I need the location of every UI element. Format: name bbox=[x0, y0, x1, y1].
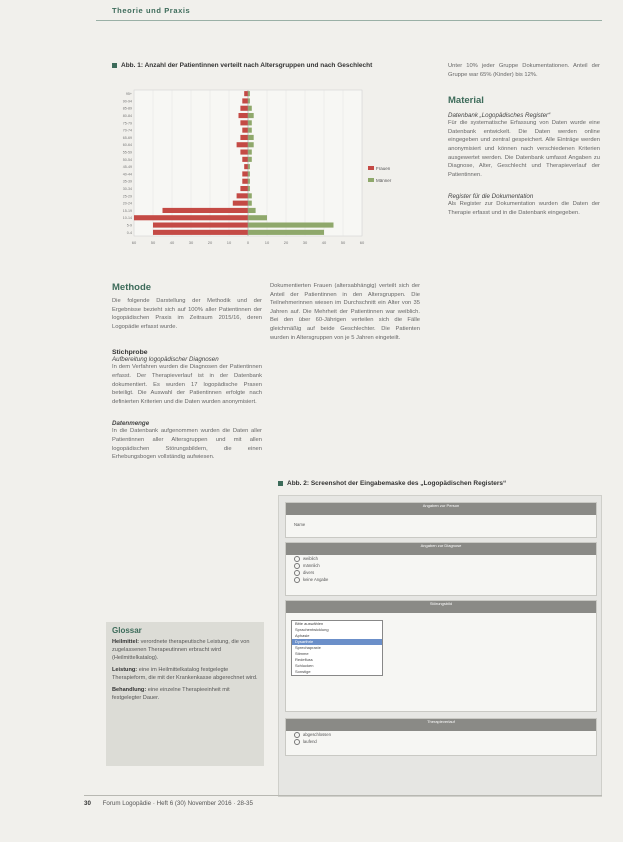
radio-option[interactable]: weiblich bbox=[286, 555, 596, 562]
bar-frauen bbox=[242, 171, 248, 176]
x-tick-label: 60 bbox=[131, 240, 137, 245]
y-tick-label: 10-14 bbox=[122, 216, 132, 221]
y-tick-label: 25-29 bbox=[122, 194, 132, 199]
material-subtitle: Datenbank „Logopädisches Register“ bbox=[448, 112, 551, 120]
bar-frauen bbox=[153, 230, 248, 235]
y-tick-label: 30-34 bbox=[122, 187, 132, 192]
x-tick-label: 30 bbox=[188, 240, 194, 245]
glossar-item: Behandlung: eine einzelne Therapieeinheit mit festgelegter Dauer. bbox=[112, 687, 230, 701]
x-tick-label: 10 bbox=[226, 240, 232, 245]
y-tick-label: 75-79 bbox=[122, 121, 132, 126]
square-bullet-icon bbox=[112, 63, 117, 68]
figure2-caption-text: Abb. 2: Screenshot der Eingabemaske des „Logopädischen Registers“ bbox=[287, 480, 507, 487]
radio-option[interactable]: divers bbox=[286, 569, 596, 576]
radio-icon bbox=[294, 732, 300, 738]
radio-icon bbox=[294, 577, 300, 583]
x-tick-label: 40 bbox=[169, 240, 175, 245]
x-tick-label: 20 bbox=[283, 240, 289, 245]
age-gender-chart bbox=[112, 86, 412, 256]
bar-frauen bbox=[240, 120, 248, 125]
y-tick-label: 90-94 bbox=[122, 99, 132, 104]
bar-männer bbox=[248, 91, 250, 96]
panel-header: Angaben zur Person bbox=[286, 503, 596, 515]
bar-männer bbox=[248, 164, 250, 169]
x-tick-label: 20 bbox=[207, 240, 213, 245]
bar-männer bbox=[248, 113, 254, 118]
radio-option[interactable]: männlich bbox=[286, 562, 596, 569]
y-tick-label: 45-49 bbox=[122, 165, 132, 170]
register-text: Als Register zur Dokumentation wurden die Daten der Therapie erfasst und in die Datenbank eingegeben. bbox=[448, 201, 600, 216]
radio-option[interactable]: keine Angabe bbox=[286, 576, 596, 583]
y-tick-label: 65-69 bbox=[122, 135, 132, 140]
panel-header: Störungsbild bbox=[286, 601, 596, 613]
x-tick-label: 50 bbox=[150, 240, 156, 245]
radio-icon bbox=[294, 563, 300, 569]
figure2-caption bbox=[278, 480, 506, 487]
radio-icon bbox=[294, 556, 300, 562]
dropdown-item[interactable]: Sprachentwicklung bbox=[295, 627, 329, 632]
material-text: Für die systematische Erfassung von Daten wurde eine Datenbank entwickelt. Die Daten werden online eingegeben und zentral gespeichert. Alle Einträge werden anonymisiert und können nach verschiedenen Kriterien ausgewertet werden. Die Datenbank umfasst Angaben zu Diagnose, Alter, Geschlecht und Therapieverlauf der Patientinnen. bbox=[448, 120, 600, 178]
legend-swatch bbox=[368, 178, 374, 182]
dropdown-item[interactable]: Bitte auswählen bbox=[295, 621, 324, 626]
header-title: Theorie und Praxis bbox=[112, 6, 191, 15]
name-field-label: Name bbox=[294, 522, 306, 527]
legend-label: Frauen bbox=[376, 166, 391, 171]
results-column bbox=[270, 282, 420, 342]
bar-männer bbox=[248, 171, 250, 176]
bar-frauen bbox=[240, 106, 248, 111]
stoerungsbild-dropdown[interactable] bbox=[291, 620, 383, 676]
y-tick-label: 0-4 bbox=[126, 230, 132, 235]
bar-frauen bbox=[237, 142, 248, 147]
bar-frauen bbox=[163, 208, 249, 213]
panel-header: Therapieverlauf bbox=[286, 719, 596, 731]
footer-text: Forum Logopädie · Heft 6 (30) November 2016 · 28-35 bbox=[102, 800, 253, 807]
bar-frauen bbox=[244, 164, 248, 169]
dropdown-item[interactable]: Schlucken bbox=[295, 663, 314, 668]
dropdown-item[interactable]: Sprechapraxie bbox=[295, 645, 321, 650]
figure1-caption-text: Abb. 1: Anzahl der Patientinnen verteilt nach Altersgruppen und nach Geschlecht bbox=[121, 62, 373, 69]
radio-option[interactable]: abgeschlossen bbox=[286, 731, 596, 738]
bar-männer bbox=[248, 157, 252, 162]
y-tick-label: 40-44 bbox=[122, 172, 132, 177]
figure1-caption bbox=[112, 62, 372, 69]
panel-therapie bbox=[285, 718, 597, 756]
footer bbox=[84, 800, 253, 807]
bar-männer bbox=[248, 120, 252, 125]
header-divider bbox=[96, 20, 602, 21]
bar-männer bbox=[248, 98, 250, 103]
y-tick-label: 85-89 bbox=[122, 106, 132, 111]
y-tick-label: 80-84 bbox=[122, 114, 132, 119]
y-tick-label: 55-59 bbox=[122, 150, 132, 155]
dropdown-item[interactable]: Stimme bbox=[295, 651, 309, 656]
bar-männer bbox=[248, 201, 252, 206]
panel-diagnose bbox=[285, 542, 597, 596]
bar-frauen bbox=[242, 98, 248, 103]
bar-frauen bbox=[239, 113, 249, 118]
bar-männer bbox=[248, 222, 334, 227]
legend-swatch bbox=[368, 166, 374, 170]
intro-text: Unter 10% jeder Gruppe Dokumentationen. Anteil der Gruppe war 65% (Kinder) bis 12%. bbox=[448, 63, 600, 78]
results-text: Dokumentierten Frauen (altersabhängig) verteilt sich der Anteil der Patientinnen in den Altersgruppen. Die Teilnehmerinnen wiesen im Durchschnitt ein Alter von 35 Jahren auf. Die Mehrheit der Patientinnen war weiblich. Bei den über 60-Jährigen verteilen sich die Fälle gleichmäßig auf beide Geschlechter. Die Patienten wurden in Altersgruppen von je 5 Jahren eingeteilt. bbox=[270, 283, 420, 341]
bar-männer bbox=[248, 215, 267, 220]
x-tick-label: 50 bbox=[340, 240, 346, 245]
dropdown-item[interactable]: Sonstige bbox=[295, 669, 311, 674]
stichprobe-subtitle: Aufbereitung logopädischer Diagnosen bbox=[112, 356, 219, 364]
dropdown-item[interactable]: Redefluss bbox=[295, 657, 313, 662]
y-tick-label: 60-64 bbox=[122, 143, 132, 148]
register-subtitle: Register für die Dokumentation bbox=[448, 193, 534, 201]
y-tick-label: 5-9 bbox=[126, 223, 132, 228]
material-column bbox=[448, 62, 600, 218]
material-title: Material bbox=[448, 95, 484, 107]
panel-person bbox=[285, 502, 597, 538]
methode-section bbox=[112, 282, 262, 462]
radio-option[interactable]: laufend bbox=[286, 738, 596, 745]
x-tick-label: 10 bbox=[264, 240, 270, 245]
x-tick-label: 60 bbox=[359, 240, 365, 245]
bar-männer bbox=[248, 186, 250, 191]
y-tick-label: 95+ bbox=[125, 92, 132, 97]
square-bullet-icon bbox=[278, 481, 283, 486]
register-screenshot bbox=[278, 495, 602, 797]
bar-frauen bbox=[240, 186, 248, 191]
bar-frauen bbox=[242, 179, 248, 184]
methode-title: Methode bbox=[112, 282, 152, 293]
radio-icon bbox=[294, 739, 300, 745]
y-tick-label: 15-19 bbox=[122, 208, 132, 213]
page-number: 30 bbox=[84, 800, 91, 807]
dropdown-item[interactable]: Dysarthrie bbox=[292, 639, 382, 645]
bar-männer bbox=[248, 142, 254, 147]
bar-frauen bbox=[134, 215, 248, 220]
bar-männer bbox=[248, 149, 252, 154]
bar-männer bbox=[248, 208, 256, 213]
datenmenge-title: Datenmenge bbox=[112, 420, 150, 428]
glossar-box bbox=[106, 622, 264, 766]
dropdown-item[interactable]: Aphasie bbox=[295, 633, 310, 638]
y-tick-label: 20-24 bbox=[122, 201, 132, 206]
bar-männer bbox=[248, 179, 250, 184]
glossar-title: Glossar bbox=[112, 626, 142, 635]
y-tick-label: 50-54 bbox=[122, 157, 132, 162]
methode-text: Die folgende Darstellung der Methodik und der Ergebnisse bezieht sich auf 100% aller Patientinnen der logopädischen Praxis im Zeitraum 2015/16, deren Logopädie erfasst wurde. bbox=[112, 298, 262, 330]
panel-header: Angaben zur Diagnose bbox=[286, 543, 596, 555]
bar-männer bbox=[248, 135, 254, 140]
glossar-item: Heilmittel: verordnete therapeutische Leistung, die von zugelassenen Therapeutinnen erbracht wird (Heilmittelkatalog). bbox=[112, 639, 250, 661]
x-tick-label: 30 bbox=[302, 240, 308, 245]
bar-frauen bbox=[242, 128, 248, 133]
radio-icon bbox=[294, 570, 300, 576]
legend-label: Männer bbox=[376, 178, 392, 183]
bar-frauen bbox=[233, 201, 248, 206]
bar-frauen bbox=[242, 157, 248, 162]
x-tick-label: 0 bbox=[246, 240, 250, 245]
stichprobe-title: Stichprobe bbox=[112, 349, 148, 357]
bar-männer bbox=[248, 193, 252, 198]
stichprobe-text: In dem Verfahren wurden die Diagnosen der Patientinnen erfasst. Der Therapieverlauf ist in der Datenbank dokumentiert. Es wurden 17 logopädische Praxen beteiligt. Die Auswahl der Patientinnen erfolgte nach definierten Kriterien und die Daten wurden anonymisiert. bbox=[112, 364, 262, 405]
x-tick-label: 40 bbox=[321, 240, 327, 245]
y-tick-label: 35-39 bbox=[122, 179, 132, 184]
bar-frauen bbox=[153, 222, 248, 227]
footer-divider bbox=[84, 795, 602, 796]
datenmenge-text: In die Datenbank aufgenommen wurden die Daten aller Patientinnen aller Altersgruppen und mit allen logopädischen Störungsbildern, die einen Erhebungsbogen vollständig aufwiesen. bbox=[112, 428, 262, 461]
bar-männer bbox=[248, 128, 252, 133]
bar-frauen bbox=[240, 135, 248, 140]
bar-männer bbox=[248, 106, 252, 111]
bar-frauen bbox=[244, 91, 248, 96]
glossar-item: Leistung: eine im Heilmittelkatalog festgelegte Therapieform, die mit der Krankenkasse abgerechnet wird. bbox=[112, 667, 258, 681]
bar-männer bbox=[248, 230, 324, 235]
y-tick-label: 70-74 bbox=[122, 128, 132, 133]
bar-frauen bbox=[237, 193, 248, 198]
bar-frauen bbox=[240, 149, 248, 154]
